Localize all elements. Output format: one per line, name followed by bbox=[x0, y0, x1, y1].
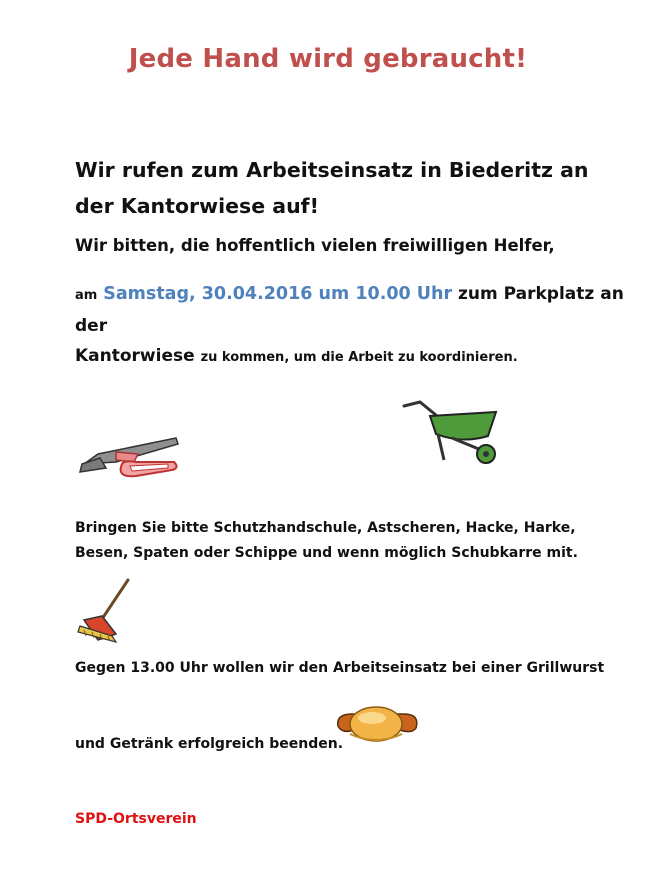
event-date: Samstag, 30.04.2016 um 10.00 Uhr bbox=[103, 284, 453, 304]
wheelbarrow-icon bbox=[402, 398, 502, 464]
date-suffix: zu kommen, um die Arbeit zu koordinieren. bbox=[200, 350, 518, 365]
signature: SPD-Ortsverein bbox=[75, 811, 197, 827]
broom-icon bbox=[76, 578, 132, 644]
page-title: Jede Hand wird gebraucht! bbox=[128, 44, 528, 74]
closing-line-2: und Getränk erfolgreich beenden. bbox=[75, 736, 344, 752]
headline: Wir rufen zum Arbeitseinsatz in Biederitz an der Kantorwiese auf! bbox=[75, 158, 589, 218]
request-line: Wir bitten, die hoffentlich vielen freiwilligen Helfer, bbox=[75, 236, 555, 255]
bring-paragraph: Bringen Sie bitte Schutzhandschule, Astscheren, Hacke, Harke, Besen, Spaten oder Schippe und wenn möglich Schubkarre mit. bbox=[75, 520, 578, 561]
date-paragraph bbox=[75, 279, 635, 373]
shears-icon bbox=[76, 434, 180, 482]
place-name: Kantorwiese bbox=[75, 346, 195, 366]
date-prefix: am bbox=[75, 288, 98, 303]
date-after: zum Parkplatz an der bbox=[75, 284, 624, 336]
closing-line-1: Gegen 13.00 Uhr wollen wir den Arbeitseinsatz bei einer Grillwurst bbox=[75, 660, 605, 676]
